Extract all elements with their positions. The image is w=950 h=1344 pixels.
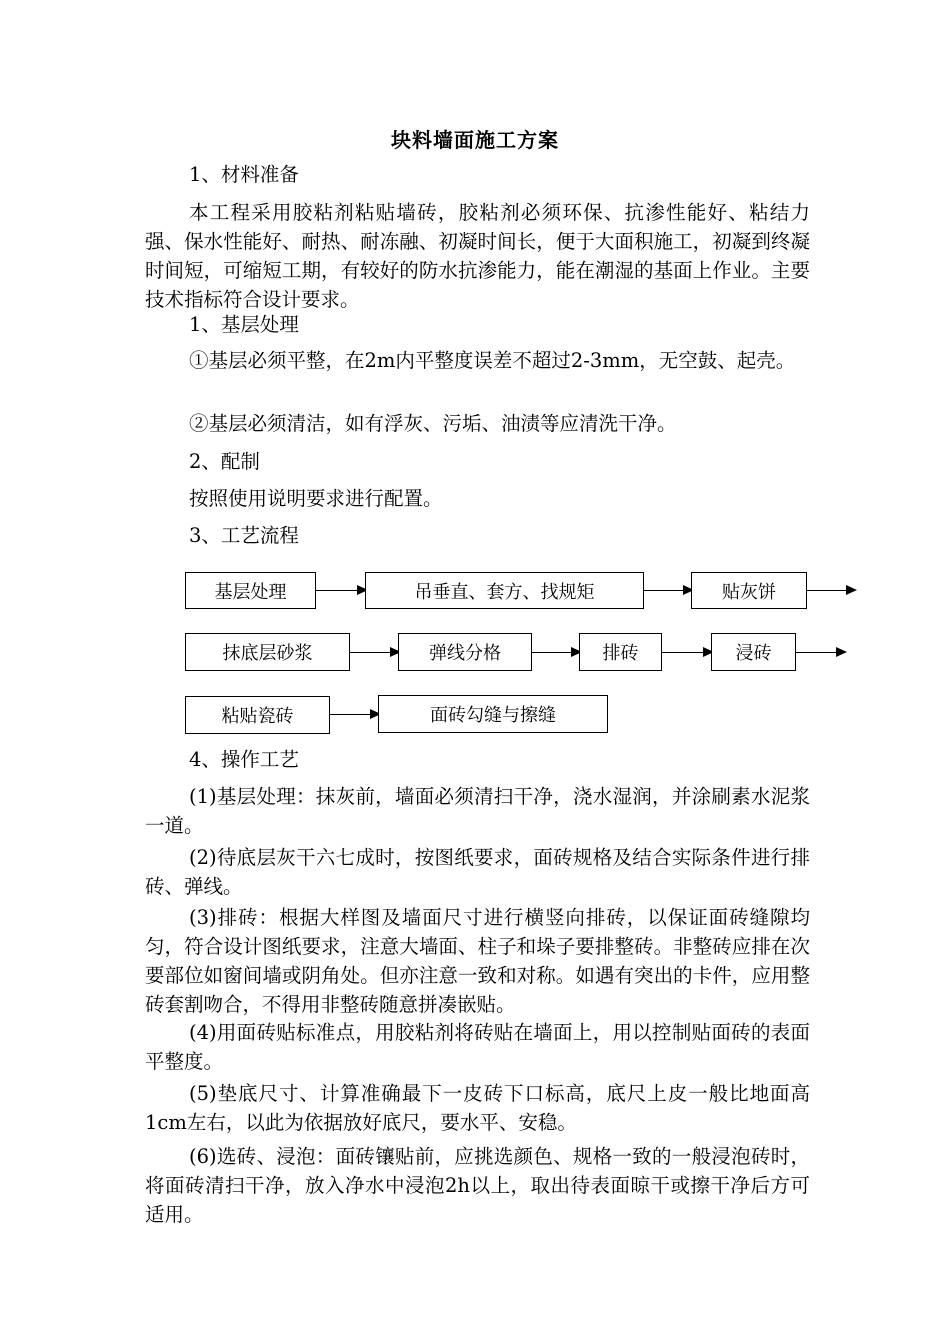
section-heading-operations: 4、操作工艺 xyxy=(189,748,299,771)
section-heading-base-treatment: 1、基层处理 xyxy=(189,313,299,336)
document-title: 块料墙面施工方案 xyxy=(391,128,559,152)
flow-arrow xyxy=(532,652,580,653)
flow-arrow xyxy=(330,714,379,715)
flow-step-tile-laying: 粘贴瓷砖 xyxy=(185,696,330,734)
operation-item-4: (4)用面砖贴标准点，用胶粘剂将砖贴在墙面上，用以控制贴面砖的表面平整度。 xyxy=(145,1021,810,1073)
flow-arrow xyxy=(644,590,692,591)
flow-step-base-treatment: 基层处理 xyxy=(185,572,316,609)
flow-step-plumb-square: 吊垂直、套方、找规矩 xyxy=(365,572,644,609)
operation-item-2: (2)待底层灰干六七成时，按图纸要求，面砖规格及结合实际条件进行排砖、弹线。 xyxy=(145,846,810,898)
operation-item-3: (3)排砖：根据大样图及墙面尺寸进行横竖向排砖，以保证面砖缝隙均匀，符合设计图纸要求，注意大墙面、柱子和垛子要排整砖。非整砖应排在次要部位如窗间墙或阴角处。但亦注意一致和对称。如遇有突出的卡件，应用整砖套割吻合，不得用非整砖随意拼凑嵌贴。 xyxy=(145,906,810,1016)
operation-item-1: (1)基层处理：抹灰前，墙面必须清扫干净，浇水湿润，并涂刷素水泥浆一道。 xyxy=(145,785,810,837)
flow-arrow xyxy=(316,590,366,591)
operation-item-5: (5)垫底尺寸、计算准确最下一皮砖下口标高，底尺上皮一般比地面高1cm左右，以此为依据放好底尺，要水平、安稳。 xyxy=(145,1082,810,1134)
preparation-paragraph: 按照使用说明要求进行配置。 xyxy=(189,487,443,510)
flow-arrow xyxy=(807,590,855,591)
flow-step-base-mortar: 抹底层砂浆 xyxy=(185,633,350,671)
section-heading-process-flow: 3、工艺流程 xyxy=(189,524,299,547)
flow-step-line-marking: 弹线分格 xyxy=(398,633,532,671)
flow-step-tile-layout: 排砖 xyxy=(579,633,662,671)
operation-item-6: (6)选砖、浸泡：面砖镶贴前，应挑选颜色、规格一致的一般浸泡砖时，将面砖清扫干净，放入净水中浸泡2h以上，取出待表面晾干或擦干净后方可适用。 xyxy=(145,1145,810,1226)
flow-arrow xyxy=(350,652,399,653)
base-treatment-item-2: ②基层必须清洁，如有浮灰、污垢、油渍等应清洗干净。 xyxy=(189,412,677,435)
flow-step-tile-soaking: 浸砖 xyxy=(711,633,796,671)
flow-step-plaster-pads: 贴灰饼 xyxy=(691,572,807,609)
flow-arrow xyxy=(796,652,845,653)
section-heading-materials: 1、材料准备 xyxy=(189,163,299,186)
materials-paragraph: 本工程采用胶粘剂粘贴墙砖，胶粘剂必须环保、抗渗性能好、粘结力强、保水性能好、耐热、耐冻融、初凝时间长，便于大面积施工，初凝到终凝时间短，可缩短工期，有较好的防水抗渗能力，能在潮湿的基面上作业。主要技术指标符合设计要求。 xyxy=(145,201,810,311)
flow-arrow xyxy=(662,652,712,653)
flow-step-grouting: 面砖勾缝与擦缝 xyxy=(378,695,608,733)
base-treatment-item-1: ①基层必须平整，在2m内平整度误差不超过2-3mm，无空鼓、起壳。 xyxy=(189,349,796,372)
section-heading-preparation: 2、配制 xyxy=(189,450,260,473)
